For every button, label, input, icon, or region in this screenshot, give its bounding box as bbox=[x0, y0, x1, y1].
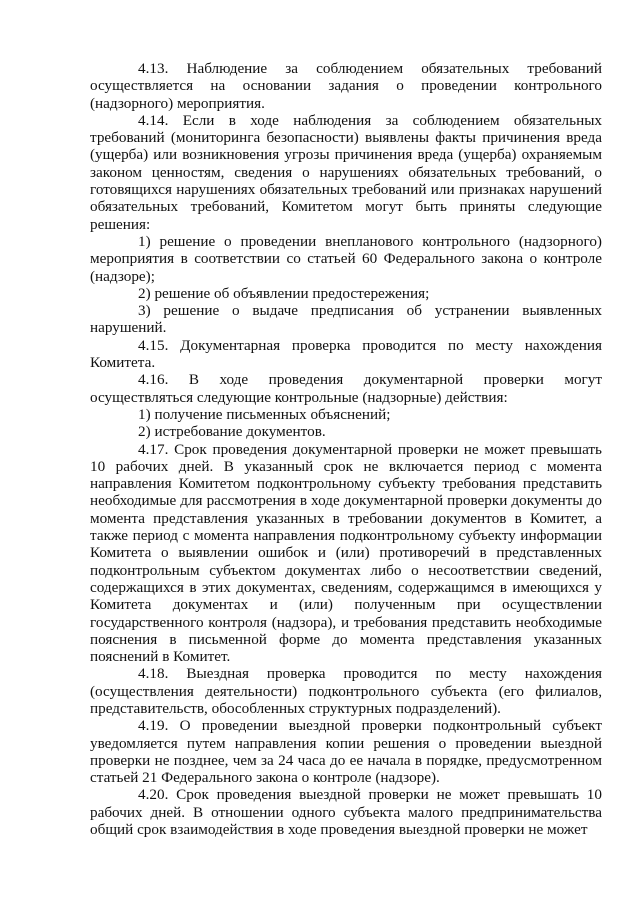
paragraph-4-14: 4.14. Если в ходе наблюдения за соблюдением обязательных требований (мониторинга безопасности) выявлены факты причинения вреда (ущерба) или возникновения угрозы причинения вреда (ущерба) охраняемым законом ценностям, сведения о нарушениях обязательных требований, о готовящихся нарушениях обязательных требований или признаках нарушений обязательных требований, Комитетом могут быть приняты следующие решения: bbox=[90, 111, 602, 233]
paragraph-4-13: 4.13. Наблюдение за соблюдением обязательных требований осуществляется на основании задания о проведении контрольного (надзорного) мероприятия. bbox=[90, 60, 602, 112]
paragraph-4-18: 4.18. Выездная проверка проводится по месту нахождения (осуществления деятельности) подконтрольного субъекта (его филиалов, представительств, обособленных структурных подразделений). bbox=[90, 665, 602, 717]
list-item-4-14-3: 3) решение о выдаче предписания об устранении выявленных нарушений. bbox=[90, 302, 602, 337]
list-item-4-14-1: 1) решение о проведении внепланового контрольного (надзорного) мероприятия в соответствии со статьей 60 Федерального закона о контроле (надзоре); bbox=[90, 232, 602, 285]
list-item-4-14-2: 2) решение об объявлении предостережения; bbox=[138, 284, 430, 302]
list-item-4-16-1: 1) получение письменных объяснений; bbox=[138, 405, 391, 423]
paragraph-4-16: 4.16. В ходе проведения документарной проверки могут осуществляться следующие контрольные (надзорные) действия: bbox=[90, 371, 602, 406]
paragraph-4-20: 4.20. Срок проведения выездной проверки не может превышать 10 рабочих дней. В отношении одного субъекта малого предпринимательства общий срок взаимодействия в ходе проведения выездной проверки не может bbox=[90, 786, 602, 839]
list-item-4-16-2: 2) истребование документов. bbox=[138, 423, 326, 441]
paragraph-4-15: 4.15. Документарная проверка проводится по месту нахождения Комитета. bbox=[90, 336, 602, 372]
paragraph-4-17: 4.17. Срок проведения документарной проверки не может превышать 10 рабочих дней. В указанный срок не включается период с момента направления Комитетом подконтрольному субъекту требования представить необходимые для рассмотрения в ходе документарной проверки документы до момента представления указанных в требовании документов в Комитет, а также период с момента направления подконтрольному субъекту информации Комитета о выявлении ошибок и (или) противоречий в представленных подконтрольным субъектом документах либо о несоответствии сведений, содержащихся в этих документах, сведениям, содержащимся в имеющихся у Комитета документах и (или) полученным при осуществлении государственного контроля (надзора), и требования представить необходимые пояснения в письменной форме до момента представления указанных пояснений в Комитет. bbox=[90, 440, 602, 666]
document-page bbox=[90, 60, 602, 838]
paragraph-4-19: 4.19. О проведении выездной проверки подконтрольный субъект уведомляется путем направления копии решения о проведении выездной проверки не позднее, чем за 24 часа до ее начала в порядке, предусмотренном статьей 21 Федерального закона о контроле (надзоре). bbox=[90, 717, 602, 787]
